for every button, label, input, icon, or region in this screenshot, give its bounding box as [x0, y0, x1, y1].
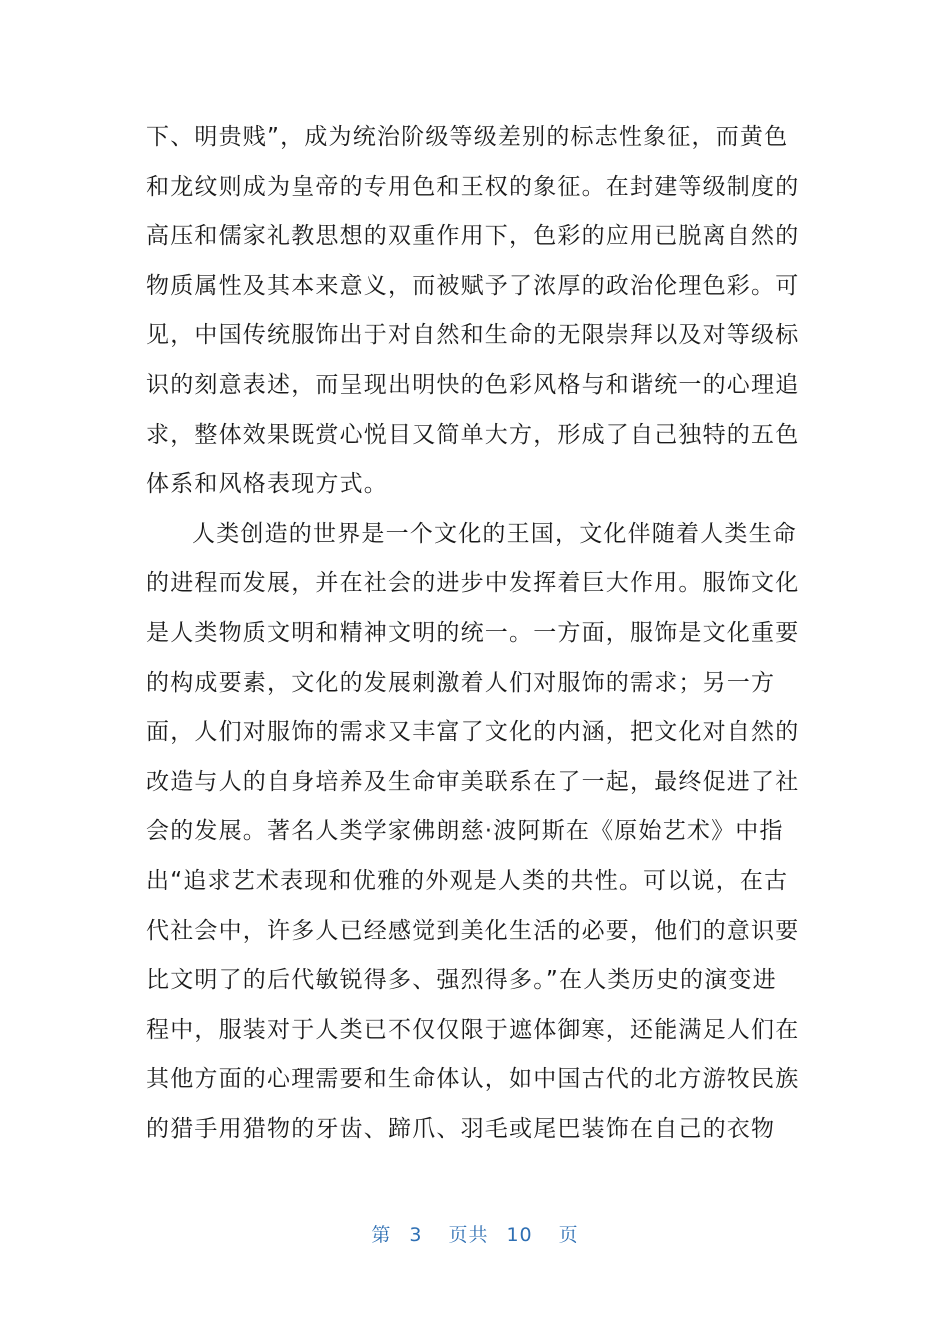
- footer-prefix: 第: [371, 1224, 392, 1246]
- text-line: 物质属性及其本来意义，而被赋予了浓厚的政治伦理色彩。可: [146, 272, 800, 299]
- current-page-number: 3: [409, 1224, 423, 1246]
- text-line: 高压和儒家礼教思想的双重作用下，色彩的应用已脱离自然的: [146, 223, 800, 250]
- text-line: 的猎手用猎物的牙齿、蹄爪、羽毛或尾巴装饰在自己的衣物: [146, 1115, 776, 1142]
- text-line: 体系和风格表现方式。: [146, 471, 388, 498]
- footer-middle: 页共: [448, 1224, 489, 1246]
- footer-suffix: 页: [558, 1224, 579, 1246]
- page-footer: [0, 1220, 950, 1247]
- body-text: [146, 113, 806, 1154]
- text-line: 的进程而发展，并在社会的进步中发挥着巨大作用。服饰文化: [146, 570, 800, 597]
- text-line: 出“追求艺术表现和优雅的外观是人类的共性。可以说，在古: [146, 867, 789, 894]
- total-pages-number: 10: [506, 1224, 533, 1246]
- text-line: 求，整体效果既赏心悦目又简单大方，形成了自己独特的五色: [146, 421, 800, 448]
- text-line: 面，人们对服饰的需求又丰富了文化的内涵，把文化对自然的: [146, 719, 800, 746]
- text-line: 是人类物质文明和精神文明的统一。一方面，服饰是文化重要: [146, 619, 800, 646]
- text-line: 见，中国传统服饰出于对自然和生命的无限崇拜以及对等级标: [146, 322, 800, 349]
- text-line: 比文明了的后代敏锐得多、强烈得多。”在人类历史的演变进: [146, 967, 777, 994]
- text-line: 的构成要素，文化的发展刺激着人们对服饰的需求；另一方: [146, 669, 776, 696]
- text-line: 识的刻意表述，而呈现出明快的色彩风格与和谐统一的心理追: [146, 371, 800, 398]
- text-line: 改造与人的自身培养及生命审美联系在了一起，最终促进了社: [146, 768, 800, 795]
- text-line: 下、明贵贱”，成为统治阶级等级差别的标志性象征，而黄色: [146, 124, 789, 150]
- text-line: 其他方面的心理需要和生命体认，如中国古代的北方游牧民族: [146, 1066, 800, 1093]
- text-line: 和龙纹则成为皇帝的专用色和王权的象征。在封建等级制度的: [146, 173, 800, 200]
- paragraph-start-line: 人类创造的世界是一个文化的王国，文化伴随着人类生命: [192, 520, 797, 547]
- text-line: 程中，服装对于人类已不仅仅限于遮体御寒，还能满足人们在: [146, 1016, 800, 1043]
- text-line: 会的发展。著名人类学家佛朗慈·波阿斯在《原始艺术》中指: [146, 818, 784, 845]
- text-line: 代社会中，许多人已经感觉到美化生活的必要，他们的意识要: [146, 917, 800, 944]
